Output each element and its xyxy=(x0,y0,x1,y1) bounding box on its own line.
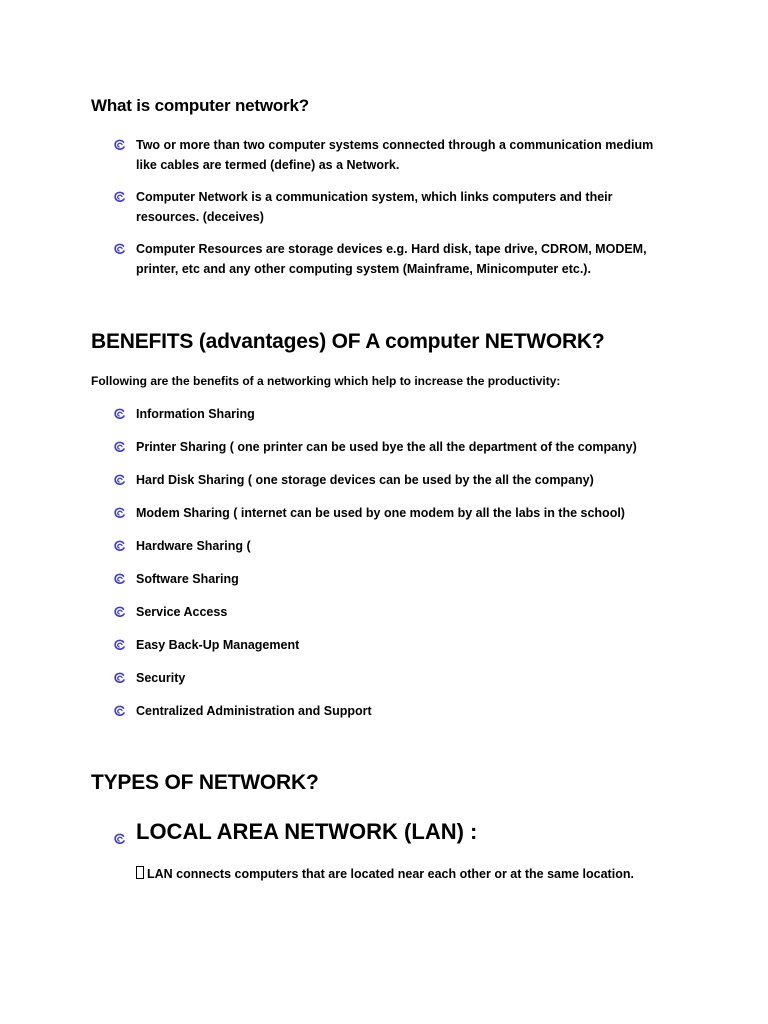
swirl-bullet-icon xyxy=(113,408,126,420)
list-item xyxy=(113,437,693,457)
benefits-list xyxy=(113,404,693,721)
list-item-text: Computer Network is a communication system, which links computers and their resources. (deceives) xyxy=(136,190,613,224)
list-item xyxy=(113,404,693,424)
list-item-text: Computer Resources are storage devices e.g. Hard disk, tape drive, CDROM, MODEM, printer, etc and any other computing system (Mainframe, Minicomputer etc.). xyxy=(136,242,647,276)
list-item xyxy=(113,135,673,175)
swirl-bullet-icon xyxy=(113,507,126,519)
list-item xyxy=(113,635,693,655)
section-heading-what-is-network: What is computer network? xyxy=(91,96,309,115)
list-item xyxy=(113,187,673,227)
swirl-bullet-icon xyxy=(113,639,126,651)
swirl-bullet-icon xyxy=(113,672,126,684)
list-item xyxy=(113,569,693,589)
list-item xyxy=(113,239,673,279)
list-item-text: Hard Disk Sharing ( one storage devices can be used by the all the company) xyxy=(136,473,594,487)
list-item-text: Modem Sharing ( internet can be used by one modem by all the labs in the school) xyxy=(136,506,625,520)
list-item-text: Centralized Administration and Support xyxy=(136,704,372,718)
list-item-text: Service Access xyxy=(136,605,228,619)
list-item-text: Security xyxy=(136,671,186,685)
swirl-bullet-icon xyxy=(113,833,126,845)
swirl-bullet-icon xyxy=(113,441,126,453)
list-item-text: Two or more than two computer systems connected through a communication medium like cables are termed (define) as a Network. xyxy=(136,138,654,172)
list-item xyxy=(113,701,693,721)
list-item xyxy=(113,602,693,622)
list-item xyxy=(113,536,693,556)
missing-glyph-box-icon xyxy=(136,866,144,879)
list-item-text: Information Sharing xyxy=(136,407,255,421)
list-item-text: Hardware Sharing ( xyxy=(136,539,251,553)
lan-description-text: LAN connects computers that are located near each other or at the same location. xyxy=(147,867,634,881)
swirl-bullet-icon xyxy=(113,705,126,717)
list-item xyxy=(113,668,693,688)
swirl-bullet-icon xyxy=(113,606,126,618)
definition-list xyxy=(113,135,673,279)
lan-description xyxy=(136,866,634,881)
swirl-bullet-icon xyxy=(113,540,126,552)
swirl-bullet-icon xyxy=(113,139,126,151)
list-item-text: Printer Sharing ( one printer can be used bye the all the department of the company) xyxy=(136,440,637,454)
list-item xyxy=(113,470,693,490)
list-item xyxy=(113,503,693,523)
swirl-bullet-icon xyxy=(113,474,126,486)
swirl-bullet-icon xyxy=(113,191,126,203)
section-heading-benefits: BENEFITS (advantages) OF A computer NETWORK? xyxy=(91,330,605,353)
benefits-intro: Following are the benefits of a networking which help to increase the productivity: xyxy=(91,374,561,388)
swirl-bullet-icon xyxy=(113,243,126,255)
list-item-text: Software Sharing xyxy=(136,572,239,586)
lan-title: LOCAL AREA NETWORK (LAN) : xyxy=(136,819,478,844)
swirl-bullet-icon xyxy=(113,573,126,585)
section-heading-types: TYPES OF NETWORK? xyxy=(91,771,319,794)
list-item-text: Easy Back-Up Management xyxy=(136,638,300,652)
